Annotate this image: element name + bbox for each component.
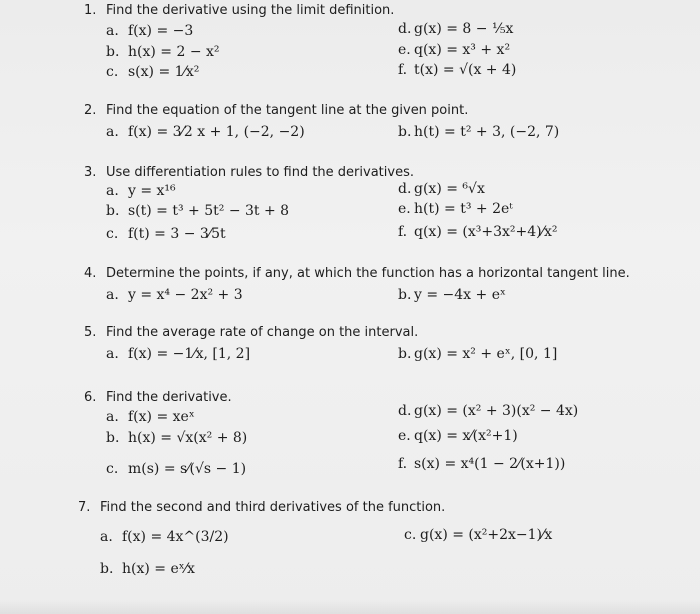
item-label: c. (106, 226, 119, 242)
item-expression: h(x) = √x(x² + 8) (128, 430, 248, 446)
item-expression: h(x) = 2 − x² (128, 44, 220, 60)
problem-instruction: Find the second and third derivatives of the function. (100, 500, 446, 515)
item-expression: f(x) = 3⁄2 x + 1, (−2, −2) (128, 124, 305, 140)
problem-number: 1. (84, 3, 97, 18)
problem-instruction: Find the derivative. (106, 390, 232, 405)
item-expression: f(x) = −3 (128, 23, 194, 39)
item-label: b. (106, 430, 120, 446)
item-expression: m(s) = s⁄(√s − 1) (128, 461, 247, 477)
item-label: d. (398, 403, 412, 419)
item-label: e. (398, 42, 411, 58)
item-expression: f(x) = 4x^(3/2) (122, 529, 229, 545)
item-label: c. (106, 64, 119, 80)
item-label: a. (106, 183, 119, 199)
item-expression: s(t) = t³ + 5t² − 3t + 8 (128, 203, 290, 219)
item-expression: f(x) = −1⁄x, [1, 2] (128, 346, 251, 362)
item-label: f. (398, 224, 408, 240)
problem-instruction: Determine the points, if any, at which the function has a horizontal tangent line. (106, 266, 630, 281)
item-expression: q(x) = x³ + x² (414, 42, 511, 58)
item-label: c. (404, 527, 417, 543)
item-label: f. (398, 62, 408, 78)
item-expression: y = x⁴ − 2x² + 3 (128, 287, 243, 303)
item-label: d. (398, 181, 412, 197)
item-expression: q(x) = x⁄(x²+1) (414, 428, 518, 444)
item-expression: g(x) = x² + eˣ, [0, 1] (414, 346, 558, 362)
item-label: a. (106, 23, 119, 39)
item-label: b. (106, 203, 120, 219)
item-expression: g(x) = ⁶√x (414, 181, 485, 197)
item-expression: s(x) = x⁴(1 − 2⁄(x+1)) (414, 456, 566, 472)
problem-number: 6. (84, 390, 97, 405)
item-expression: g(x) = (x²+2x−1)⁄x (420, 527, 553, 543)
problem-instruction: Use differentiation rules to find the derivatives. (106, 165, 414, 180)
item-expression: f(x) = xeˣ (128, 409, 195, 425)
item-expression: h(t) = t² + 3, (−2, 7) (414, 124, 560, 140)
item-expression: h(t) = t³ + 2eᵗ (414, 201, 513, 217)
problem-instruction: Find the derivative using the limit definition. (106, 3, 395, 18)
item-expression: q(x) = (x³+3x²+4)⁄x² (414, 224, 558, 240)
item-expression: y = x¹⁶ (128, 183, 176, 199)
item-expression: t(x) = √(x + 4) (414, 62, 517, 78)
item-label: a. (106, 287, 119, 303)
problem-number: 5. (84, 325, 97, 340)
item-label: b. (398, 346, 412, 362)
item-label: b. (100, 561, 114, 577)
item-expression: g(x) = (x² + 3)(x² − 4x) (414, 403, 579, 419)
item-expression: y = −4x + eˣ (414, 287, 506, 303)
item-label: a. (106, 346, 119, 362)
item-label: a. (106, 124, 119, 140)
item-label: d. (398, 21, 412, 37)
item-expression: g(x) = 8 − ⅕x (414, 21, 514, 37)
problem-number: 2. (84, 103, 97, 118)
item-label: e. (398, 201, 411, 217)
page-shadow (0, 600, 700, 614)
problem-instruction: Find the equation of the tangent line at the given point. (106, 103, 469, 118)
problem-instruction: Find the average rate of change on the interval. (106, 325, 419, 340)
problem-number: 4. (84, 266, 97, 281)
item-expression: f(t) = 3 − 3⁄5t (128, 226, 226, 242)
problem-number: 3. (84, 165, 97, 180)
item-label: c. (106, 461, 119, 477)
item-label: e. (398, 428, 411, 444)
item-expression: h(x) = eˣ⁄x (122, 561, 195, 577)
problem-number: 7. (78, 500, 91, 515)
item-label: b. (398, 287, 412, 303)
item-label: b. (398, 124, 412, 140)
item-label: b. (106, 44, 120, 60)
item-label: f. (398, 456, 408, 472)
item-label: a. (106, 409, 119, 425)
item-label: a. (100, 529, 113, 545)
item-expression: s(x) = 1⁄x² (128, 64, 200, 80)
